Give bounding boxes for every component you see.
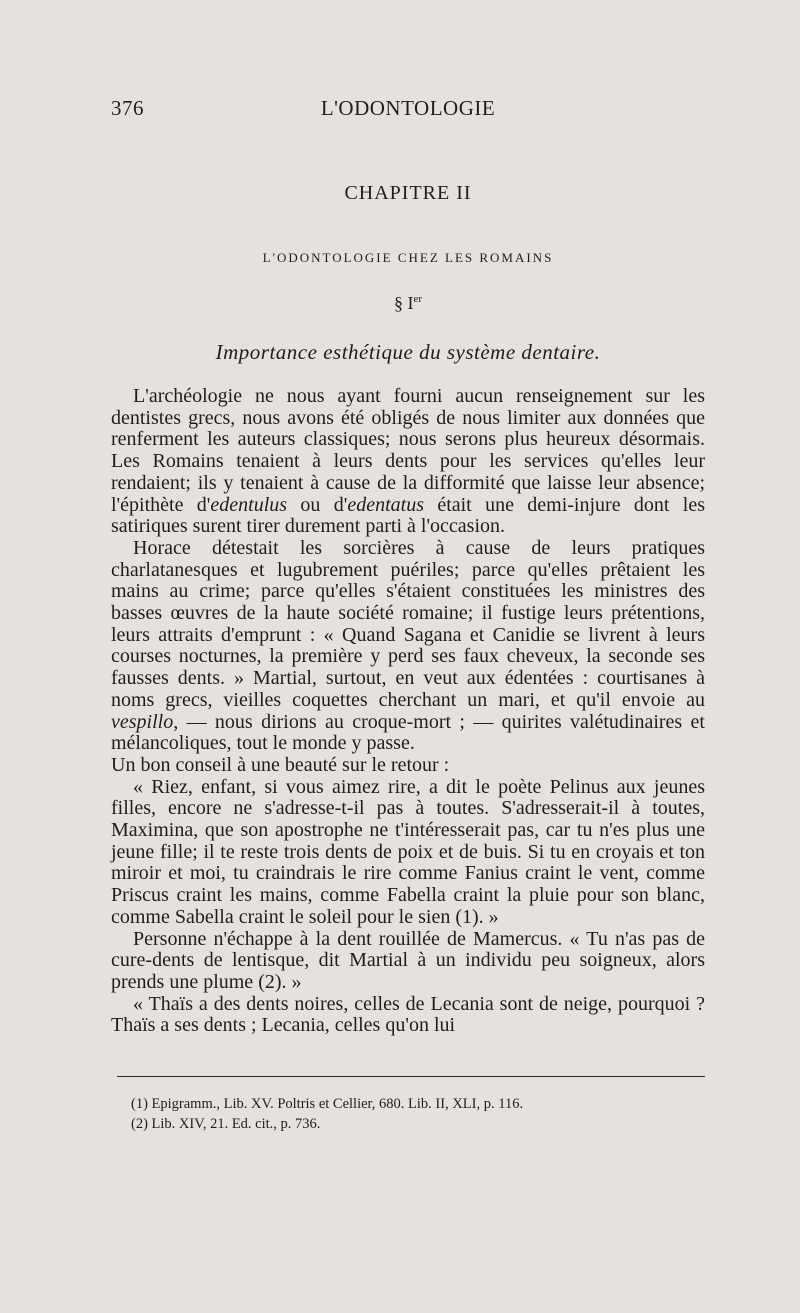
paragraph-2-text-a: Horace détestait les sorcières à cause de leurs pratiques charlatanesques et lugubrement puériles; parce qu'elles prêtaient les mains au crime; parce qu'elles s'étaient constituées les ministres des basses œuvres de la haute société romaine; il fustige leurs prétentions, leurs attraits d'emprunt : « Quand Sagana et Canidie se livrent à leurs courses nocturnes, la première y perd ses faux cheveux, la seconde ses fausses dents. » Martial, surtout, en veut aux édentées : courtisanes à noms grecs, vieilles coquettes cherchant un mari, et qu'il envoie au — [111, 536, 705, 711]
footnote-2: (2) Lib. XIV, 21. Ed. cit., p. 736. — [131, 1116, 321, 1132]
chapter-title: CHAPITRE II — [344, 182, 472, 204]
paragraph-4: « Riez, enfant, si vous aimez rire, a dit le poète Pelinus aux jeunes filles, encore ne s'adresse-t-il pas à toutes. S'adresserait-il à toutes, Maximina, que son apostrophe ne t'intéresserait pas, car tu n'es plus une jeune fille; il te reste trois dents de poix et de buis. Si tu en croyais et ton miroir et moi, tu craindrais le rire comme Fanius craint le vent, comme Priscus craint les mains, comme Fabella craint la pluie pour son blanc, comme Sabella craint le soleil pour le sien (1). » — [111, 775, 705, 928]
footnote-1: (1) Epigramm., Lib. XV. Poltris et Cellier, 680. Lib. II, XLI, p. 116. — [131, 1096, 524, 1112]
footnotes — [131, 1094, 705, 1134]
paragraph-5: Personne n'échappe à la dent rouillée de Mamercus. « Tu n'as pas de cure-dents de lentisque, dit Martial à un individu peu soigneux, alors prends une plume (2). » — [111, 927, 705, 993]
paragraph-2 — [111, 538, 705, 755]
paragraph-1-text-a: L'archéologie ne nous ayant fourni aucun renseignement sur les dentistes grecs, nous avons été obligés de nous limiter aux données que renferment les auteurs classiques; nous serons plus heureux désormais. Les Romains tenaient à leurs dents pour les services qu'elles leur rendaient; ils y tenaient à cause de la difformité que laisse leur absence; l'épithète d' — [111, 385, 705, 516]
paragraph-3: Un bon conseil à une beauté sur le retour : — [111, 753, 450, 776]
page-number: 376 — [111, 96, 144, 120]
footnote-rule — [117, 1076, 705, 1077]
section-mark-text: § I — [393, 293, 414, 313]
term-vespillo: vespillo — [111, 710, 174, 733]
chapter-subtitle: L'ODONTOLOGIE CHEZ LES ROMAINS — [262, 250, 554, 265]
paragraph-1-text-b: ou d' — [287, 493, 348, 516]
paragraph-2-text-b: , — nous dirions au croque-mort ; — quirites valétudinaires et mélancoliques, tout le monde y passe. — [111, 710, 705, 755]
paragraph-1-text-c: était une demi-injure dont les satiriques surent tirer durement parti à l'occasion. — [111, 493, 705, 538]
paragraph-6: « Thaïs a des dents noires, celles de Lecania sont de neige, pourquoi ? Thaïs a ses dents ; Lecania, celles qu'on lui — [111, 992, 705, 1037]
section-mark-superscript: er — [413, 293, 423, 305]
body-text — [111, 386, 705, 1037]
paragraph-1 — [111, 386, 705, 538]
running-title: L'ODONTOLOGIE — [320, 96, 496, 120]
term-edentatus: edentatus — [347, 493, 424, 516]
term-edentulus: edentulus — [210, 493, 288, 516]
running-head — [111, 96, 705, 124]
section-mark — [111, 293, 705, 314]
section-title: Importance esthétique du système dentaire. — [215, 340, 601, 364]
